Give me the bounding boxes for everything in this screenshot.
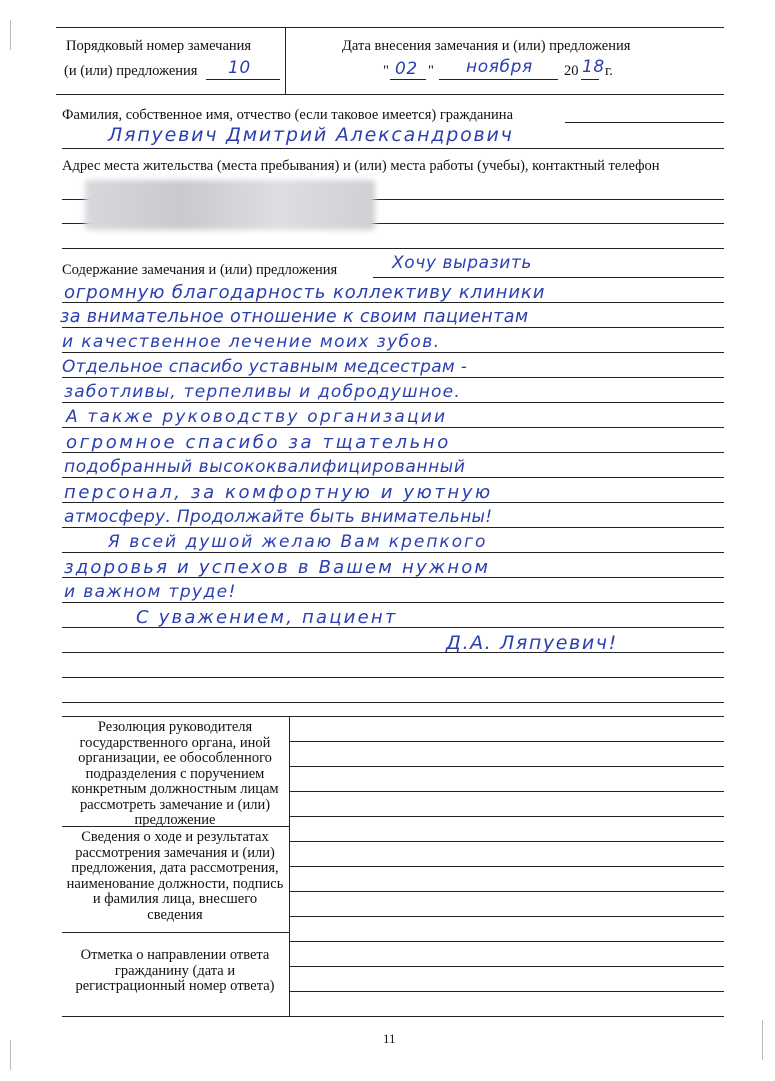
- content-line-5: Отдельное спасибо уставным медсестрам -: [62, 357, 468, 377]
- binding-mark-bottom: [10, 1040, 11, 1070]
- number-label-line2: (и (или) предложения: [64, 63, 198, 79]
- table-write-line-11: [290, 991, 724, 992]
- number-value: 10: [228, 58, 251, 78]
- date-close-quote: ": [428, 63, 434, 79]
- name-label-underline: [565, 122, 724, 123]
- date-month-underline: [439, 79, 558, 80]
- header-top-rule: [56, 27, 724, 28]
- content-line-14: и важном труде!: [64, 582, 237, 602]
- content-rule-4: [62, 377, 724, 378]
- name-value-line: [62, 148, 724, 149]
- review-info-label: Сведения о ходе и результатах рассмотрения замечания и (или) предложения, дата рассмотрения, наименование должности, подпись и фамилия лица, внесшего сведения: [66, 829, 284, 923]
- table-write-line-4: [290, 816, 724, 817]
- table-write-line-6: [290, 866, 724, 867]
- header-divider: [285, 27, 286, 94]
- content-rule-10: [62, 527, 724, 528]
- content-line-7: А также руководству организации: [66, 407, 448, 427]
- name-value: Ляпуевич Дмитрий Александрович: [108, 124, 514, 146]
- table-bottom-rule: [62, 1016, 724, 1017]
- content-line-11: атмосферу. Продолжайте быть внимательны!: [64, 507, 493, 527]
- date-year-prefix: 20: [564, 63, 579, 79]
- date-open-quote: ": [383, 63, 389, 79]
- content-rule-2: [62, 327, 724, 328]
- content-line-4: и качественное лечение моих зубов.: [62, 332, 441, 352]
- content-rule-16: [62, 677, 724, 678]
- content-rule-6: [62, 427, 724, 428]
- header-bottom-rule: [56, 94, 724, 95]
- name-label: Фамилия, собственное имя, отчество (если таковое имеется) гражданина: [62, 107, 514, 123]
- table-write-line-10: [290, 966, 724, 967]
- date-year-underline: [581, 79, 599, 80]
- address-label: Адрес места жительства (места пребывания) и (или) места работы (учебы), контактный телефон: [62, 158, 660, 174]
- content-rule-15: [62, 652, 724, 653]
- content-line-9: подобранный высококвалифицированный: [64, 457, 466, 477]
- table-write-line-2: [290, 766, 724, 767]
- table-row-rule-2: [62, 932, 290, 933]
- date-year-unit: г.: [605, 63, 613, 79]
- date-label: Дата внесения замечания и (или) предложения: [342, 38, 631, 54]
- content-line-13: здоровья и успехов в Вашем нужном: [64, 557, 491, 578]
- content-label: Содержание замечания и (или) предложения: [62, 262, 338, 278]
- content-rule-8: [62, 477, 724, 478]
- content-rule-5: [62, 402, 724, 403]
- binding-mark-top: [10, 20, 11, 50]
- content-line-8: огромное спасибо за тщательно: [66, 432, 451, 453]
- date-day: 02: [395, 59, 418, 79]
- content-line-2: огромную благодарность коллективу клиники: [64, 282, 546, 303]
- content-rule-3: [62, 352, 724, 353]
- date-day-underline: [390, 79, 426, 80]
- content-rule-11: [62, 552, 724, 553]
- content-line-3: за внимательное отношение к своим пациентам: [60, 307, 529, 327]
- page-number: 11: [383, 1031, 396, 1046]
- response-mark-label: Отметка о направлении ответа гражданину (дата и регистрационный номер ответа): [75, 947, 275, 994]
- table-write-line-8: [290, 916, 724, 917]
- content-line-6: заботливы, терпеливы и добродушное.: [64, 382, 461, 402]
- table-write-line-3: [290, 791, 724, 792]
- date-year-suffix: 18: [582, 57, 605, 77]
- table-top-rule: [62, 716, 724, 717]
- content-line-12: Я всей душой желаю Вам крепкого: [108, 532, 488, 552]
- binding-mark-right: [762, 1020, 763, 1060]
- address-line-3: [62, 248, 724, 249]
- table-write-line-7: [290, 891, 724, 892]
- table-write-line-5: [290, 841, 724, 842]
- redacted-address: [85, 180, 375, 230]
- content-line-16: Д.А. Ляпуевич!: [446, 632, 618, 654]
- content-line-10: персонал, за комфортную и уютную: [64, 482, 493, 503]
- table-write-line-9: [290, 941, 724, 942]
- resolution-label: Резолюция руководителя государственного органа, иной организации, ее обособленного подразделения с поручением конкретным должностным лицам рассмотреть замечание и (или) предложение: [71, 719, 279, 828]
- content-rule-17: [62, 702, 724, 703]
- number-label-line1: Порядковый номер замечания: [66, 38, 252, 54]
- content-line-1: Хочу выразить: [392, 253, 533, 273]
- content-rule-13: [62, 602, 724, 603]
- table-write-line-1: [290, 741, 724, 742]
- content-line-15: С уважением, пациент: [136, 607, 398, 628]
- content-label-underline: [373, 277, 724, 278]
- number-underline: [206, 79, 280, 80]
- date-month: ноября: [466, 57, 533, 77]
